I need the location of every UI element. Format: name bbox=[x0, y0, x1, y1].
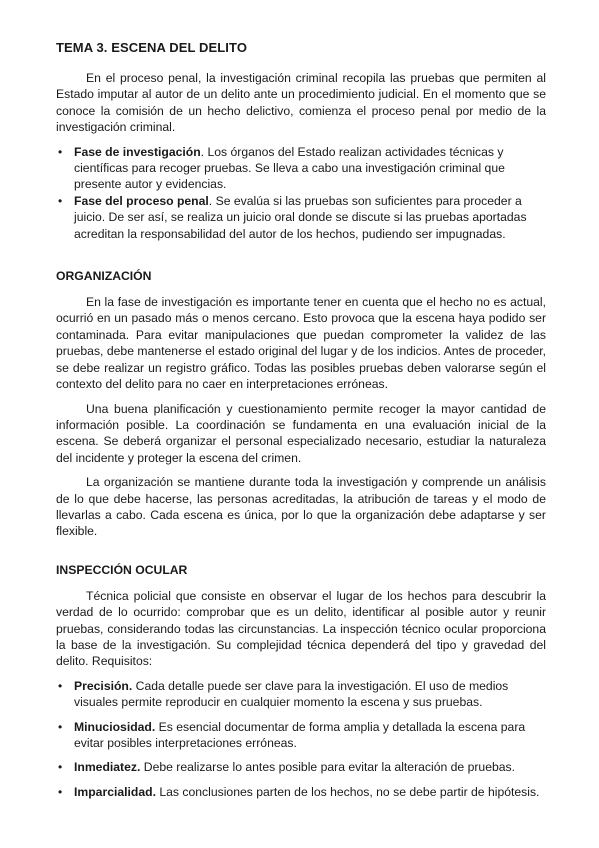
list-item-term: Precisión. bbox=[74, 678, 133, 693]
organizacion-section bbox=[56, 268, 546, 540]
bullet-icon: • bbox=[58, 784, 63, 799]
bullet-icon: • bbox=[58, 719, 63, 734]
list-item-text: . Los órganos del Estado realizan actividades técnicas y científicas para recoger pruebas. Se lleva a cabo una investigación criminal que presente autor y evidencias. bbox=[74, 144, 505, 192]
list-item-term: Fase de investigación bbox=[74, 144, 201, 159]
list-item bbox=[56, 144, 546, 193]
list-item-term: Fase del proceso penal bbox=[74, 193, 209, 208]
section-heading: ORGANIZACIÓN bbox=[56, 269, 152, 284]
list-item-text: Es esencial documentar de forma amplia y detallada la escena para evitar posibles interpretaciones erróneas. bbox=[74, 719, 526, 750]
section-paragraph: La organización se mantiene durante toda la investigación y comprende un análisis de lo que debe hacerse, las personas acreditadas, la atribución de tareas y el modo de llevarlas a cabo. Cada escena es única, por lo que la organización debe adaptarse y ser flexible. bbox=[56, 475, 546, 539]
document-page bbox=[56, 40, 546, 808]
list-item-text: Debe realizarse lo antes posible para evitar la alteración de pruebas. bbox=[140, 760, 516, 775]
intro-paragraph: En el proceso penal, la investigación criminal recopila las pruebas que permiten al Estado imputar al autor de un delito ante un procedimiento judicial. En el momento que se conoce la comisión de un hecho delictivo, comienza el proceso penal por medio de la investigación criminal. bbox=[56, 71, 546, 135]
section-heading: INSPECCIÓN OCULAR bbox=[56, 562, 188, 577]
list-item-text: . Se evalúa si las pruebas son suficientes para proceder a juicio. De ser así, se realiza un juicio oral donde se discute si las pruebas aportadas acreditan la responsabilidad del autor de los hechos, pudiendo ser impugnadas. bbox=[74, 193, 527, 241]
requisitos-list bbox=[56, 678, 546, 800]
list-item-term: Inmediatez. bbox=[74, 760, 141, 775]
list-item bbox=[56, 678, 546, 711]
section-paragraph: Una buena planificación y cuestionamiento permite recoger la mayor cantidad de información posible. La coordinación se fundamenta en una evaluación inicial de la escena. Se deberá organizar el personal especializado necesario, estudiar la naturaleza del incidente y proteger la escena del crimen. bbox=[56, 401, 546, 465]
section-paragraph: En la fase de investigación es importante tener en cuenta que el hecho no es actual, ocurrió en un pasado más o menos cercano. Esto provoca que la escena haya podido ser contaminada. Para evitar manipulaciones que puedan comprometer la validez de las pruebas, debe mantenerse el estado original del lugar y de los indicios. Antes de proceder, se debe realizar un registro gráfico. Todas las posibles pruebas deben valorarse según el contexto del delito para no caer en interpretaciones erróneas. bbox=[56, 295, 546, 392]
list-item-term: Imparcialidad. bbox=[74, 784, 156, 799]
bullet-icon: • bbox=[58, 678, 63, 693]
document-title: TEMA 3. ESCENA DEL DELITO bbox=[56, 40, 248, 55]
list-item bbox=[56, 719, 546, 752]
list-item-term: Minuciosidad. bbox=[74, 719, 156, 734]
bullet-icon: • bbox=[58, 760, 63, 775]
list-item-text: Las conclusiones parten de los hechos, no se debe partir de hipótesis. bbox=[155, 784, 540, 799]
phases-list bbox=[56, 144, 546, 242]
list-item bbox=[56, 784, 546, 800]
list-item bbox=[56, 759, 546, 775]
list-item bbox=[56, 193, 546, 242]
section-paragraph: Técnica policial que consiste en observar el lugar de los hechos para descubrir la verdad de lo ocurrido: comprobar que es un delito, identificar al posible autor y reunir pruebas, considerando todas las circunstancias. La inspección técnico ocular proporciona la base de la investigación. Su complejidad técnica dependerá del tipo y gravedad del delito. Requisitos: bbox=[56, 588, 546, 669]
bullet-icon: • bbox=[58, 144, 63, 159]
list-item-text: Cada detalle puede ser clave para la investigación. El uso de medios visuales permite reproducir en cualquier momento la escena y sus pruebas. bbox=[74, 678, 509, 710]
bullet-icon: • bbox=[58, 193, 63, 208]
inspeccion-section bbox=[56, 562, 546, 800]
